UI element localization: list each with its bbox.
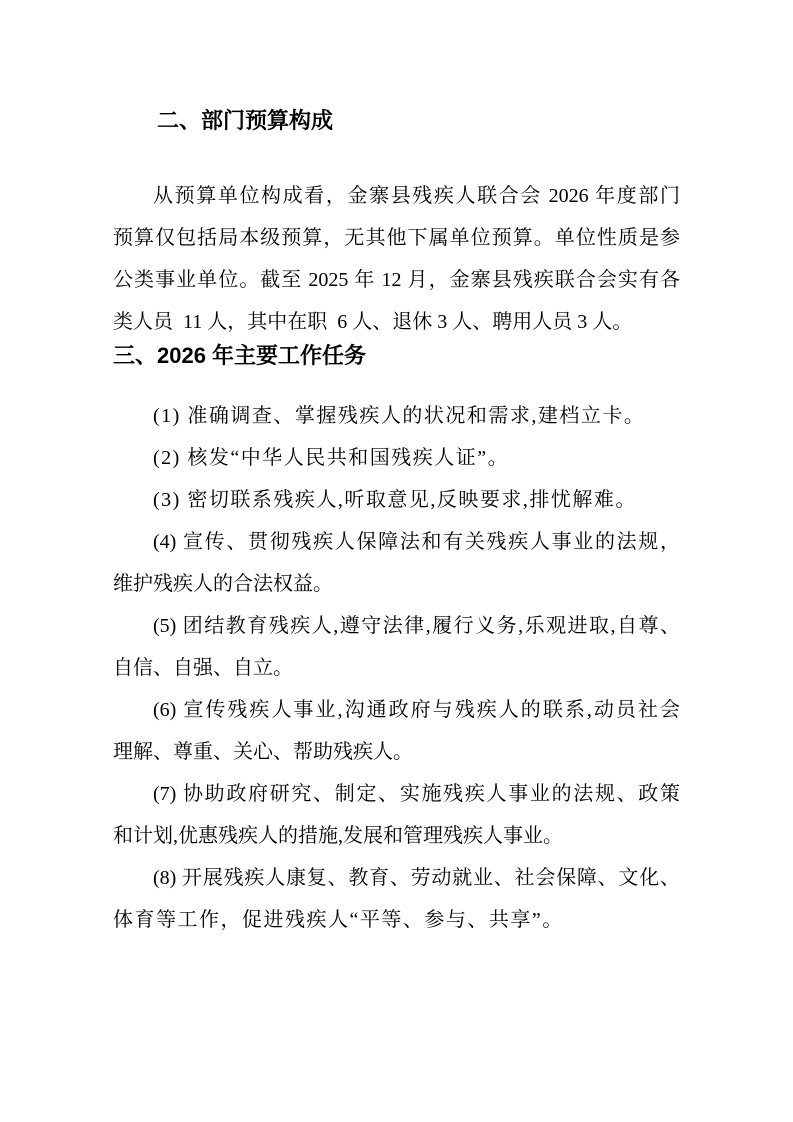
tasks-list bbox=[113, 395, 680, 941]
task-line: (5) 团结教育残疾人,遵守法律,履行义务,乐观进取,自尊、 bbox=[153, 615, 680, 637]
task-line: (1) 准确调查、掌握残疾人的状况和需求,建档立卡。 bbox=[153, 405, 646, 427]
task-item-8 bbox=[113, 857, 680, 941]
task-line: 和计划,优惠残疾人的措施,发展和管理残疾人事业。 bbox=[113, 825, 563, 847]
paragraph-line: 公类事业单位。截至 2025 年 12 月，金寨县残疾联合会实有各 bbox=[113, 269, 680, 291]
task-line: 维护残疾人的合法权益。 bbox=[113, 573, 333, 595]
task-line: 自信、自强、自立。 bbox=[113, 657, 293, 679]
task-line: (2) 核发“中华人民共和国残疾人证”。 bbox=[153, 447, 510, 469]
task-line: (8) 开展残疾人康复、教育、劳动就业、社会保障、文化、 bbox=[153, 867, 680, 889]
paragraph-line: 预算仅包括局本级预算，无其他下属单位预算。单位性质是参 bbox=[113, 227, 680, 249]
task-item-3 bbox=[113, 479, 680, 521]
task-item-2 bbox=[113, 437, 680, 479]
task-line: (7) 协助政府研究、制定、实施残疾人事业的法规、政策 bbox=[153, 783, 680, 805]
section-heading-budget-composition: 二、部门预算构成 bbox=[157, 108, 334, 133]
task-line: (3) 密切联系残疾人,听取意见,反映要求,排忧解难。 bbox=[153, 489, 637, 511]
task-item-4 bbox=[113, 521, 680, 605]
task-line: 理解、尊重、关心、帮助残疾人。 bbox=[113, 741, 413, 763]
paragraph-line: 类人员 11 人，其中在职 6 人、退休 3 人、聘用人员 3 人。 bbox=[113, 311, 633, 333]
task-item-7 bbox=[113, 773, 680, 857]
task-item-6 bbox=[113, 689, 680, 773]
task-line: 体育等工作，促进残疾人“平等、参与、共享”。 bbox=[113, 909, 564, 931]
document-content bbox=[113, 100, 680, 941]
task-item-1 bbox=[113, 395, 680, 437]
paragraph-line: 从预算单位构成看，金寨县残疾人联合会 2026 年度部门 bbox=[153, 185, 680, 207]
task-line: (4) 宣传、贯彻残疾人保障法和有关残疾人事业的法规， bbox=[153, 531, 680, 553]
task-item-5 bbox=[113, 605, 680, 689]
task-line: (6) 宣传残疾人事业,沟通政府与残疾人的联系,动员社会 bbox=[153, 699, 680, 721]
budget-paragraph bbox=[113, 175, 680, 343]
section-heading-main-tasks: 三、2026 年主要工作任务 bbox=[113, 343, 367, 368]
